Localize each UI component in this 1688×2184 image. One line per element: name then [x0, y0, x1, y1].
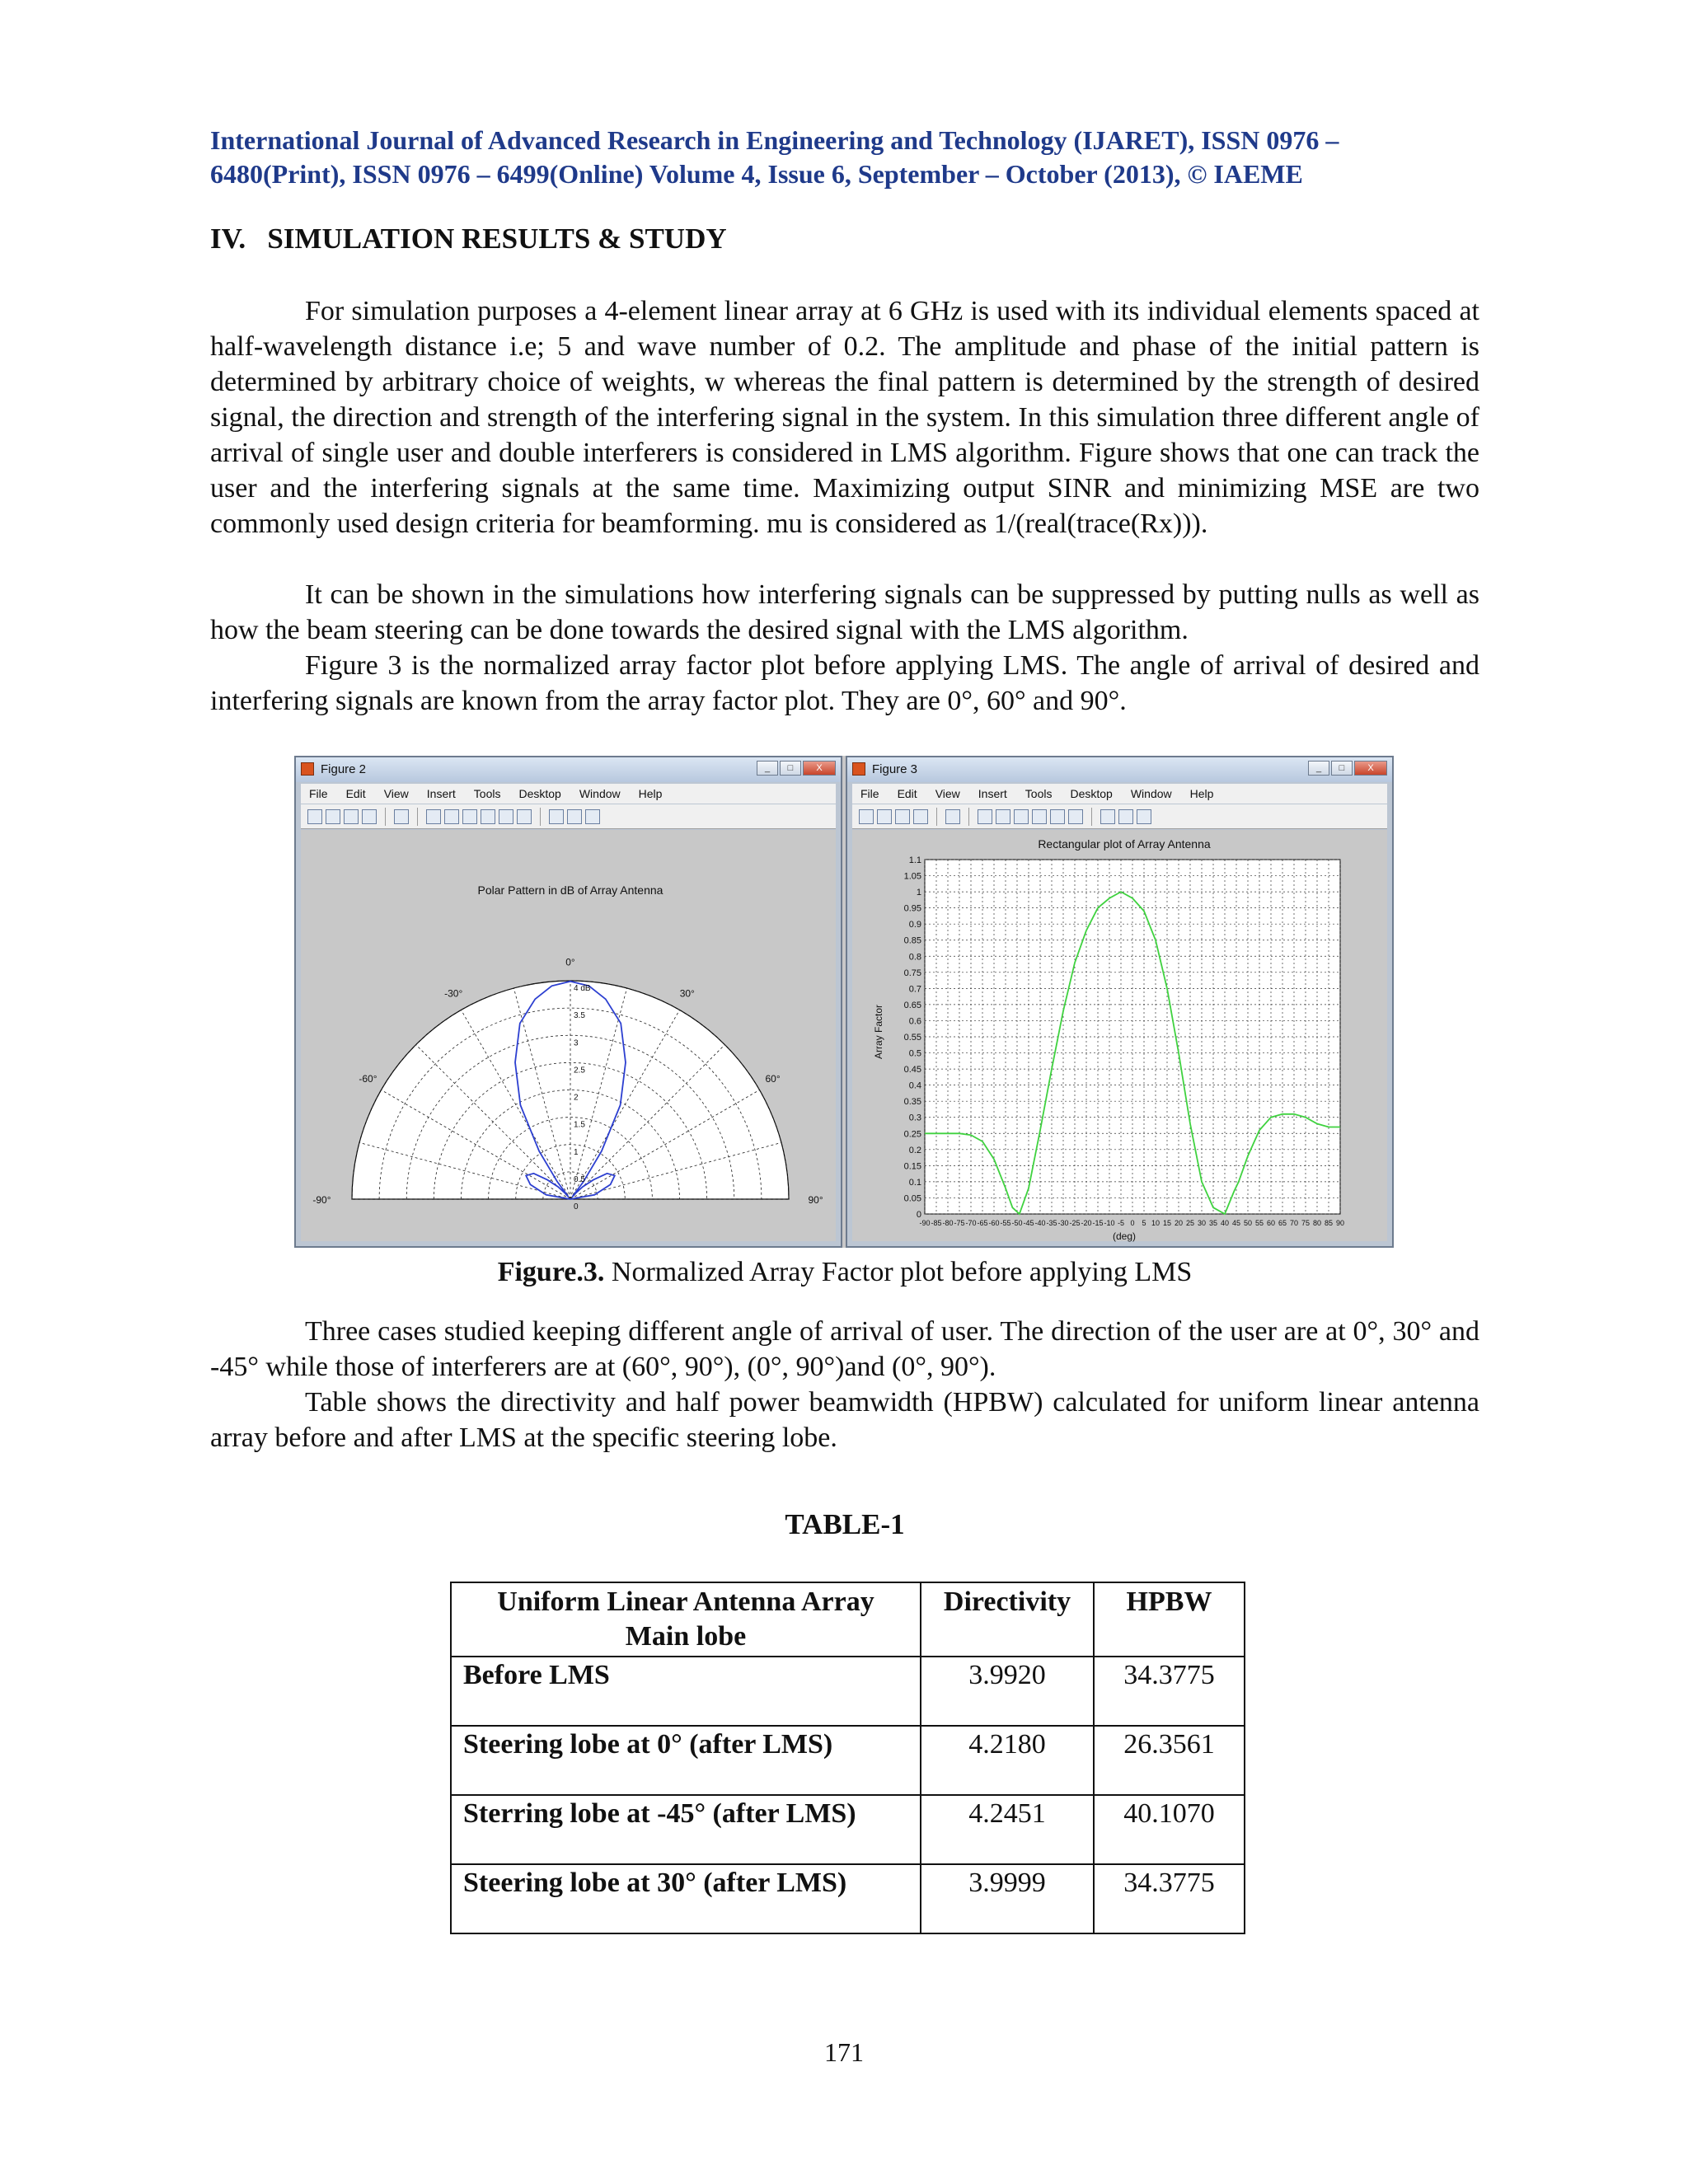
table-cell: 3.9920 — [921, 1657, 1094, 1726]
rect-x-tick-label: 20 — [1174, 1219, 1184, 1227]
save-icon[interactable] — [895, 809, 910, 824]
rect-x-tick-label: 80 — [1312, 1219, 1322, 1227]
polar-angle-label: 90° — [808, 1194, 823, 1206]
polar-angle-label: -90° — [312, 1194, 331, 1206]
pointer-icon[interactable] — [394, 809, 409, 824]
rect-x-tick-label: 40 — [1220, 1219, 1230, 1227]
rect-x-tick-label: -10 — [1104, 1219, 1115, 1227]
link-icon[interactable] — [1100, 809, 1115, 824]
menu-desktop[interactable]: Desktop — [518, 787, 561, 800]
minimize-button[interactable]: _ — [1308, 761, 1329, 776]
rect-plot-area — [852, 830, 1387, 1241]
table-cell: Steering lobe at 30° (after LMS) — [451, 1864, 921, 1933]
rect-x-tick-label: -5 — [1117, 1219, 1125, 1227]
rect-x-tick-label: -55 — [1000, 1219, 1011, 1227]
polar-radial-tick-label: 0.5 — [574, 1174, 585, 1184]
rect-y-tick-label: 0.75 — [903, 968, 921, 978]
menu-view[interactable]: View — [383, 787, 409, 800]
zoom-in-icon[interactable] — [978, 809, 992, 824]
rect-x-tick-label: -85 — [931, 1219, 942, 1227]
colorbar-icon[interactable] — [567, 809, 582, 824]
minimize-button[interactable]: _ — [757, 761, 778, 776]
table-cell: 3.9999 — [921, 1864, 1094, 1933]
rect-x-tick-label: -70 — [965, 1219, 977, 1227]
paragraph-4-text: Three cases studied keeping different angle of arrival of user. The direction of the user are at 0°, 30° and -45° while those of interferers are at (60°, 90°), (0°, 90°)and (0°, 90°). — [210, 1316, 1479, 1382]
figure-caption-text: Normalized Array Factor plot before applying LMS — [604, 1257, 1193, 1287]
rect-y-tick-label: 0.7 — [908, 984, 921, 995]
pointer-icon[interactable] — [945, 809, 960, 824]
close-button[interactable]: X — [1354, 761, 1387, 776]
table-header-row — [451, 1582, 1245, 1657]
section-heading: IV. SIMULATION RESULTS & STUDY — [210, 223, 727, 255]
rect-x-tick-label: 70 — [1289, 1219, 1299, 1227]
print-icon[interactable] — [913, 809, 928, 824]
polar-radial-tick-label: 2.5 — [574, 1066, 585, 1076]
page-number: 171 — [824, 2037, 864, 2067]
rect-y-tick-label: 0.25 — [903, 1129, 921, 1140]
open-file-icon[interactable] — [877, 809, 892, 824]
figure-2-menubar — [301, 784, 836, 804]
rect-x-tick-label: -45 — [1023, 1219, 1034, 1227]
rotate-icon[interactable] — [1032, 809, 1047, 824]
window-controls — [1308, 761, 1387, 776]
polar-angle-label: -30° — [444, 987, 463, 1000]
close-button[interactable]: X — [803, 761, 836, 776]
rect-x-tick-label: -40 — [1034, 1219, 1046, 1227]
matlab-icon — [852, 762, 865, 776]
rect-x-tick-label: -25 — [1069, 1219, 1081, 1227]
rotate-icon[interactable] — [481, 809, 495, 824]
rect-y-tick-label: 0.45 — [903, 1065, 921, 1076]
table-cell: 4.2180 — [921, 1726, 1094, 1795]
legend-icon[interactable] — [585, 809, 600, 824]
rect-x-tick-label: -20 — [1081, 1219, 1092, 1227]
rect-x-tick-label: 15 — [1162, 1219, 1172, 1227]
figure-2-title: Figure 2 — [321, 762, 367, 776]
toolbar-separator — [936, 808, 937, 826]
toolbar-separator — [417, 808, 418, 826]
rect-y-tick-label: 0.95 — [903, 903, 921, 914]
table-row — [451, 1726, 1245, 1795]
rect-x-tick-label: 85 — [1324, 1219, 1334, 1227]
rect-y-tick-label: 1.05 — [903, 871, 921, 882]
toolbar-separator — [1091, 808, 1092, 826]
polar-radial-tick-label: 4 dB — [574, 984, 591, 993]
polar-chart-title: Polar Pattern in dB of Array Antenna — [477, 883, 663, 897]
rect-x-tick-label: 0 — [1130, 1219, 1135, 1227]
rect-y-tick-label: 0.1 — [908, 1177, 921, 1188]
rect-x-tick-label: -80 — [942, 1219, 954, 1227]
rect-y-tick-label: 1.1 — [908, 855, 921, 865]
menu-help[interactable]: Help — [638, 787, 663, 800]
figure-2-toolbar — [301, 804, 836, 829]
table-cell: Sterring lobe at -45° (after LMS) — [451, 1795, 921, 1864]
rect-x-tick-label: 10 — [1151, 1219, 1160, 1227]
rect-x-tick-label: 65 — [1278, 1219, 1287, 1227]
rect-x-tick-label: 5 — [1142, 1219, 1146, 1227]
menu-edit[interactable]: Edit — [897, 787, 917, 800]
maximize-button[interactable]: □ — [1331, 761, 1353, 776]
rect-x-tick-label: 35 — [1208, 1219, 1218, 1227]
rect-y-tick-label: 0.8 — [908, 952, 921, 963]
polar-angle-label: -60° — [359, 1073, 377, 1085]
window-controls — [757, 761, 836, 776]
table-header-cell: Uniform Linear Antenna Array Main lobe — [451, 1582, 921, 1657]
menu-help[interactable]: Help — [1189, 787, 1214, 800]
menu-tools[interactable]: Tools — [473, 787, 501, 800]
rect-y-tick-label: 1 — [916, 888, 921, 898]
paragraph-3-text: Figure 3 is the normalized array factor plot before applying LMS. The angle of arrival of desired and interfering signals are known from the array factor plot. They are 0°, 60° and 90°. — [210, 650, 1479, 716]
paragraph-5 — [210, 1385, 1479, 1455]
rect-x-tick-label: 60 — [1266, 1219, 1276, 1227]
table-row — [451, 1657, 1245, 1726]
paragraph-3 — [210, 648, 1479, 719]
brush-icon[interactable] — [1068, 809, 1083, 824]
rect-y-tick-label: 0.4 — [908, 1080, 921, 1091]
figure-2-titlebar — [296, 757, 841, 782]
paragraph-2-text: It can be shown in the simulations how interfering signals can be suppressed by putting nulls as well as how the beam steering can be done towards the desired signal with the LMS algorithm. — [210, 579, 1479, 645]
rect-chart — [852, 830, 1387, 1243]
rect-y-tick-label: 0.2 — [908, 1145, 921, 1155]
rect-x-tick-label: -30 — [1057, 1219, 1069, 1227]
menu-insert[interactable]: Insert — [426, 787, 456, 800]
figure-2-window — [294, 756, 842, 1248]
rect-x-tick-label: -65 — [977, 1219, 988, 1227]
polar-angle-label: 30° — [679, 987, 695, 1000]
zoom-in-icon[interactable] — [426, 809, 441, 824]
polar-radial-tick-label: 1.5 — [574, 1120, 585, 1130]
toolbar-separator — [968, 808, 969, 826]
rect-x-tick-label: -90 — [919, 1219, 931, 1227]
polar-grid — [352, 981, 789, 1199]
menu-file[interactable]: File — [309, 787, 328, 800]
rect-x-tick-label: -15 — [1092, 1219, 1104, 1227]
rect-x-tick-label: -60 — [988, 1219, 1000, 1227]
data-cursor-icon[interactable] — [499, 809, 513, 824]
table-row — [451, 1864, 1245, 1933]
new-figure-icon[interactable] — [859, 809, 874, 824]
menu-window[interactable]: Window — [1130, 787, 1172, 800]
figure-caption — [210, 1254, 1479, 1290]
polar-radial-tick-label: 0 — [574, 1202, 579, 1212]
figure-3-titlebar — [847, 757, 1392, 782]
rect-y-tick-label: 0.65 — [903, 1000, 921, 1010]
rect-y-tick-label: 0.15 — [903, 1161, 921, 1172]
table-cell: 26.3561 — [1094, 1726, 1245, 1795]
rect-y-tick-label: 0.6 — [908, 1016, 921, 1027]
rect-x-tick-label: 30 — [1197, 1219, 1207, 1227]
zoom-out-icon[interactable] — [444, 809, 459, 824]
table-cell: 4.2451 — [921, 1795, 1094, 1864]
rect-y-tick-label: 0.55 — [903, 1033, 921, 1043]
paragraph-4 — [210, 1314, 1479, 1385]
rect-y-tick-label: 0.3 — [908, 1113, 921, 1123]
rect-x-tick-label: 25 — [1185, 1219, 1195, 1227]
rect-x-tick-label: -75 — [954, 1219, 965, 1227]
link-icon[interactable] — [549, 809, 564, 824]
toolbar-separator — [540, 808, 541, 826]
legend-icon[interactable] — [1137, 809, 1151, 824]
polar-angle-label: 60° — [765, 1073, 781, 1085]
pan-icon[interactable] — [462, 809, 477, 824]
table-cell: 40.1070 — [1094, 1795, 1245, 1864]
paragraph-5-text: Table shows the directivity and half power beamwidth (HPBW) calculated for uniform linear antenna array before and after LMS at the specific steering lobe. — [210, 1387, 1479, 1453]
save-icon[interactable] — [344, 809, 359, 824]
rect-y-tick-label: 0.5 — [908, 1048, 921, 1059]
figure-3-title: Figure 3 — [872, 762, 918, 776]
menu-insert[interactable]: Insert — [978, 787, 1007, 800]
polar-angle-label: 0° — [565, 956, 575, 968]
table-cell: 34.3775 — [1094, 1864, 1245, 1933]
maximize-button[interactable]: □ — [780, 761, 801, 776]
menu-edit[interactable]: Edit — [345, 787, 366, 800]
open-file-icon[interactable] — [326, 809, 340, 824]
figure-3-menubar — [852, 784, 1387, 804]
rect-x-tick-label: 90 — [1335, 1219, 1345, 1227]
zoom-out-icon[interactable] — [996, 809, 1010, 824]
print-icon[interactable] — [362, 809, 377, 824]
paragraph-1-text: For simulation purposes a 4-element linear array at 6 GHz is used with its individual elements spaced at half-wavelength distance i.e; 5 and wave number of 0.2. The amplitude and phase of the initial pattern is determined by arbitrary choice of weights, w whereas the final pattern is determined by the strength of desired signal, the direction and strength of the interfering signal in the system. In this simulation three different angle of arrival of single user and double interferers is considered in LMS algorithm. Figure shows that one can track the user and the interfering signals at the same time. Maximizing output SINR and minimizing MSE are two commonly used design criteria for beamforming. mu is considered as 1/(real(trace(Rx))). — [210, 296, 1479, 539]
rect-y-tick-label: 0 — [916, 1210, 921, 1220]
rect-x-tick-label: 50 — [1243, 1219, 1253, 1227]
menu-window[interactable]: Window — [579, 787, 621, 800]
figure-3-toolbar — [852, 804, 1387, 829]
rect-y-tick-label: 0.35 — [903, 1097, 921, 1108]
rect-x-tick-label: -50 — [1011, 1219, 1023, 1227]
table-header-cell: Directivity — [921, 1582, 1094, 1657]
rect-x-tick-label: -35 — [1046, 1219, 1057, 1227]
rect-y-tick-label: 0.85 — [903, 935, 921, 946]
paragraph-2 — [210, 577, 1479, 648]
journal-header-line1: International Journal of Advanced Research in Engineering and Technology (IJARET), ISSN 0976 – — [210, 125, 1339, 155]
rect-y-tick-label: 0.05 — [903, 1193, 921, 1204]
new-figure-icon[interactable] — [307, 809, 322, 824]
rect-x-tick-label: 45 — [1231, 1219, 1241, 1227]
polar-plot-area — [301, 830, 836, 1241]
polar-chart — [301, 830, 836, 1243]
menu-tools[interactable]: Tools — [1025, 787, 1053, 800]
polar-radial-tick-label: 3.5 — [574, 1011, 585, 1021]
colorbar-icon[interactable] — [1118, 809, 1133, 824]
paragraph-1 — [210, 293, 1479, 541]
polar-radial-tick-label: 2 — [574, 1093, 579, 1103]
journal-header-line2: 6480(Print), ISSN 0976 – 6499(Online) Volume 4, Issue 6, September – October (2013), © IAEME — [210, 159, 1303, 189]
menu-view[interactable]: View — [935, 787, 960, 800]
table-cell: Steering lobe at 0° (after LMS) — [451, 1726, 921, 1795]
rect-chart-xlabel: (deg) — [1112, 1230, 1137, 1242]
table-header-cell: HPBW — [1094, 1582, 1245, 1657]
pan-icon[interactable] — [1014, 809, 1029, 824]
rect-y-tick-label: 0.9 — [908, 920, 921, 930]
rect-x-tick-label: 55 — [1254, 1219, 1264, 1227]
toolbar-separator — [385, 808, 386, 826]
menu-file[interactable]: File — [860, 787, 879, 800]
table-cell: 34.3775 — [1094, 1657, 1245, 1726]
results-table — [450, 1582, 1245, 1934]
matlab-icon — [301, 762, 314, 776]
figure-caption-label: Figure.3. — [497, 1257, 605, 1287]
brush-icon[interactable] — [517, 809, 532, 824]
journal-header — [210, 124, 1479, 191]
table-title: TABLE-1 — [785, 1508, 905, 1540]
table-row — [451, 1795, 1245, 1864]
figure-3-window — [846, 756, 1394, 1248]
rect-chart-ylabel: Array Factor — [873, 1004, 884, 1060]
table-cell: Before LMS — [451, 1657, 921, 1726]
menu-desktop[interactable]: Desktop — [1070, 787, 1113, 800]
figure-3-screenshot — [294, 756, 1394, 1248]
polar-radial-tick-label: 1 — [574, 1147, 579, 1157]
polar-radial-tick-label: 3 — [574, 1038, 579, 1048]
rect-chart-title: Rectangular plot of Array Antenna — [1038, 837, 1211, 851]
rect-x-tick-label: 75 — [1301, 1219, 1311, 1227]
data-cursor-icon[interactable] — [1050, 809, 1065, 824]
